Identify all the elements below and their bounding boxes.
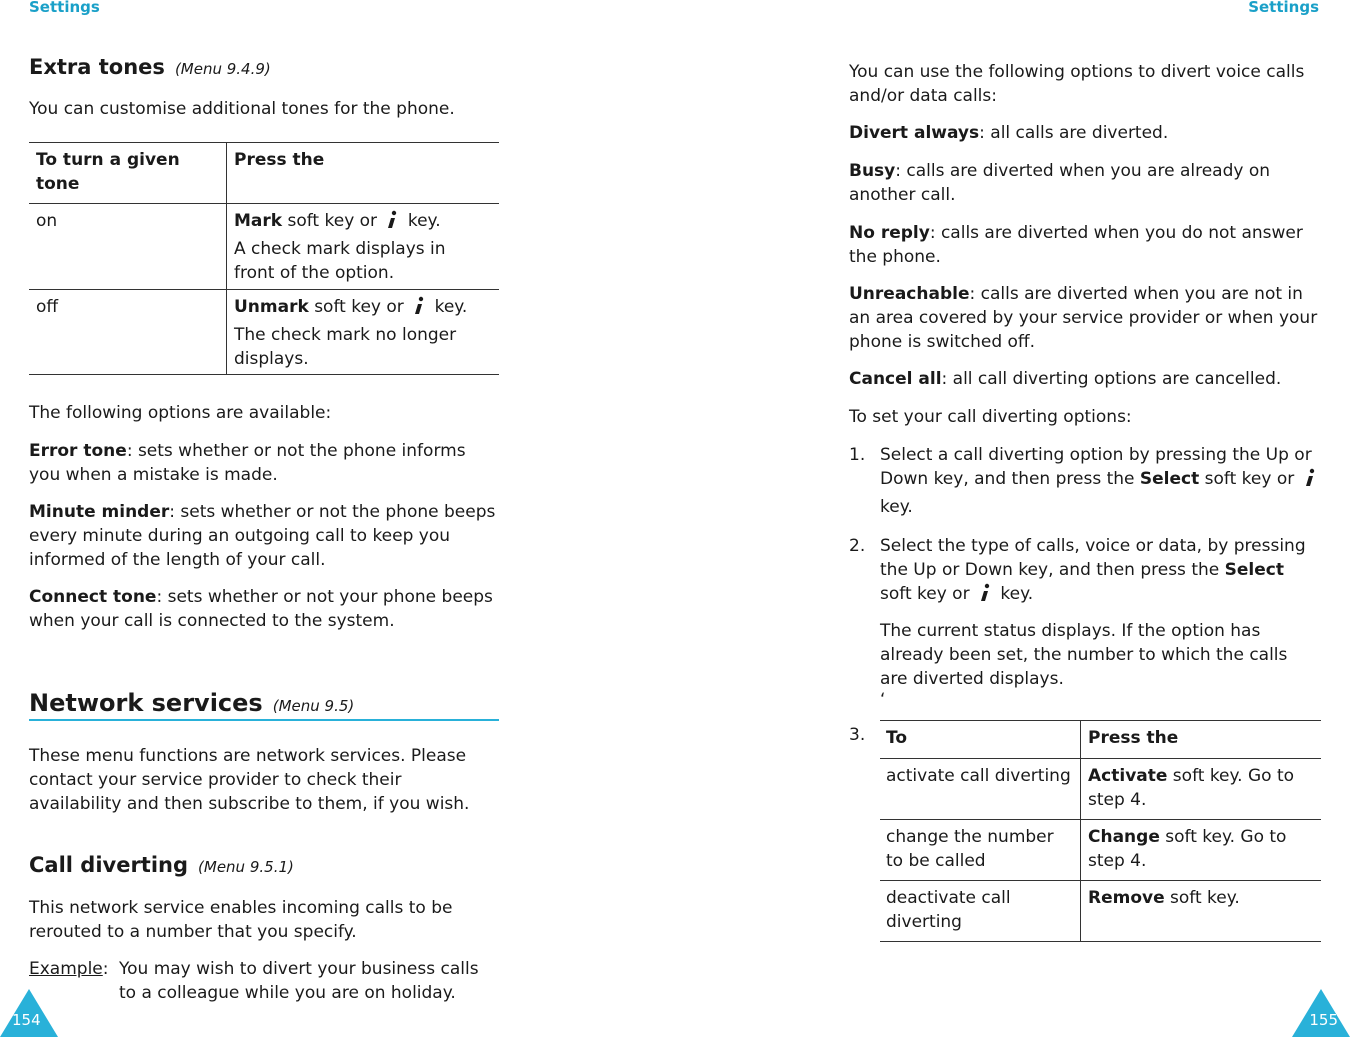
option-unreachable: Unreachable: calls are diverted when you are not in an area covered by your service provider or when your phone is switched off.	[849, 284, 1318, 352]
extra-tones-intro: You can customise additional tones for the phone.	[29, 99, 455, 119]
example-label: Example	[29, 959, 103, 979]
ok-key-icon	[411, 296, 427, 323]
option-busy: Busy: calls are diverted when you are already on another call.	[849, 161, 1271, 205]
section-title-extra-tones: Extra tones (Menu 9.4.9)	[29, 55, 271, 79]
step-number: 3.	[849, 725, 866, 745]
ok-key-icon	[1302, 468, 1318, 495]
divert-intro: You can use the following options to divert voice calls and/or data calls:	[849, 62, 1305, 106]
right-page	[675, 0, 1350, 1037]
extra-tones-table	[29, 142, 499, 375]
section-title-network-services: Network services (Menu 9.5)	[29, 689, 499, 721]
row-instruction: Mark soft key or key. A check mark displays in front of the option.	[234, 211, 446, 283]
row-instruction: Remove soft key.	[1088, 888, 1240, 908]
step-1: Select a call diverting option by pressing the Up or Down key, and then press the Select soft key or key.	[880, 443, 1320, 519]
ok-key-icon	[384, 210, 400, 237]
option-cancel-all: Cancel all: all call diverting options are cancelled.	[849, 369, 1282, 389]
option-minute-minder: Minute minder: sets whether or not the phone beeps every minute during an outgoing call to keep you informed of the length of your call.	[29, 502, 496, 570]
example: Example: You may wish to divert your business calls to a colleague while you are on holiday.	[29, 957, 499, 981]
steps-intro: To set your call diverting options:	[849, 407, 1132, 427]
row-action: on	[29, 204, 227, 290]
network-services-body: These menu functions are network services. Please contact your service provider to check their availability and then subscribe to them, if you wish.	[29, 746, 470, 814]
option-no-reply: No reply: calls are diverted when you do not answer the phone.	[849, 223, 1303, 267]
section-title-call-diverting: Call diverting (Menu 9.5.1)	[29, 853, 294, 877]
options-intro: The following options are available:	[29, 403, 332, 423]
table-header-action: To	[880, 721, 1081, 759]
table-row	[29, 290, 499, 375]
table-row	[880, 759, 1321, 820]
table-header-press: Press the	[1088, 728, 1179, 748]
table-row	[880, 820, 1321, 881]
page-number: 154	[12, 1011, 41, 1029]
option-connect-tone: Connect tone: sets whether or not your phone beeps when your call is connected to the system.	[29, 587, 493, 631]
table-row	[880, 881, 1321, 942]
stray-mark: ‘	[880, 690, 886, 710]
row-instruction: Unmark soft key or key. The check mark no longer displays.	[234, 297, 468, 369]
example-text: You may wish to divert your business calls to a colleague while you are on holiday.	[119, 959, 479, 1003]
menu-ref: (Menu 9.4.9)	[174, 60, 271, 78]
call-diverting-body: This network service enables incoming calls to be rerouted to a number that you specify.	[29, 898, 453, 942]
menu-ref: (Menu 9.5.1)	[198, 858, 294, 876]
table-header-action: To turn a given tone	[29, 143, 227, 204]
call-diverting-table	[880, 720, 1321, 942]
row-action: deactivate call diverting	[880, 881, 1081, 942]
table-header-press: Press the	[234, 150, 325, 170]
row-action: change the number to be called	[880, 820, 1081, 881]
option-error-tone: Error tone: sets whether or not the phone informs you when a mistake is made.	[29, 441, 466, 485]
option-divert-always: Divert always: all calls are diverted.	[849, 123, 1169, 143]
row-action: off	[29, 290, 227, 375]
row-instruction: Change soft key. Go to step 4.	[1088, 827, 1287, 871]
step-2: Select the type of calls, voice or data, by pressing the Up or Down key, and then press the Select soft key or key.	[880, 534, 1320, 610]
step-number: 1.	[849, 445, 866, 465]
page-header: Settings	[29, 0, 100, 16]
table-row	[29, 204, 499, 290]
menu-ref: (Menu 9.5)	[272, 697, 355, 715]
page-header: Settings	[1248, 0, 1319, 16]
page-number: 155	[1309, 1011, 1338, 1029]
step-2-status: The current status displays. If the option has already been set, the number to which the calls are diverted displays.	[880, 621, 1288, 689]
row-action: activate call diverting	[880, 759, 1081, 820]
step-number: 2.	[849, 536, 866, 556]
ok-key-icon	[977, 583, 993, 610]
row-instruction: Activate soft key. Go to step 4.	[1088, 766, 1295, 810]
